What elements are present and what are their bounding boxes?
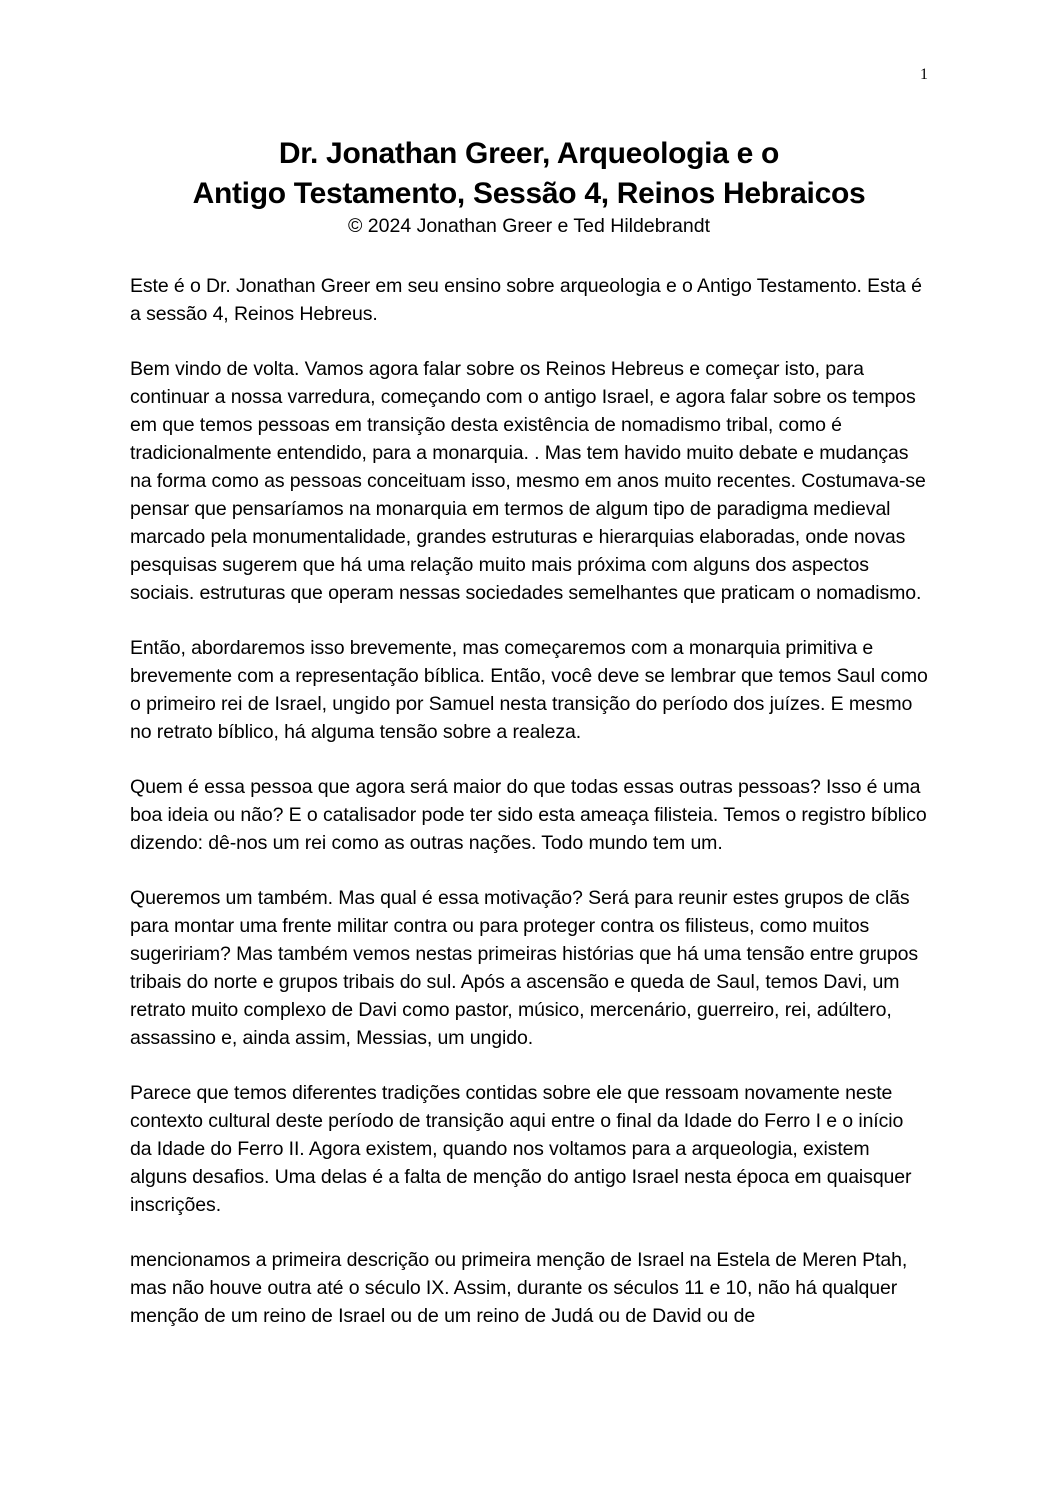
paragraph-inscriptions: mencionamos a primeira descrição ou primeira menção de Israel na Estela de Meren Ptah, mas não houve outra até o século IX. Assim, durante os séculos 11 e 10, não há qualquer menção de um reino de Israel ou de um reino de Judá ou de David ou de <box>130 1249 908 1327</box>
paragraph-traditions: Parece que temos diferentes tradições contidas sobre ele que ressoam novamente neste contexto cultural deste período de transição aqui entre o final da Idade do Ferro I e o início da Idade do Ferro II. Agora existem, quando nos voltamos para a arqueologia, existem alguns desafios. Uma delas é a falta de menção do antigo Israel nesta época em quaisquer inscrições. <box>130 1082 912 1216</box>
document-body <box>130 272 930 1357</box>
paragraph-intro: Este é o Dr. Jonathan Greer em seu ensino sobre arqueologia e o Antigo Testamento. Esta é a sessão 4, Reinos Hebreus. <box>130 275 922 325</box>
paragraph-welcome: Bem vindo de volta. Vamos agora falar sobre os Reinos Hebreus e começar isto, para continuar a nossa varredura, começando com o antigo Israel, e agora falar sobre os tempos em que temos pessoas em transição desta existência de nomadismo tribal, como é tradicionalmente entendido, para a monarquia. . Mas tem havido muito debate e mudanças na forma como as pessoas conceituam isso, mesmo em anos muito recentes. Costumava-se pensar que pensaríamos na monarquia em termos de algum tipo de paradigma medieval marcado pela monumentalidade, grandes estruturas e hierarquias elaboradas, onde novas pesquisas sugerem que há uma relação muito mais próxima com alguns dos aspectos sociais. estruturas que operam nessas sociedades semelhantes que praticam o nomadismo. <box>130 358 926 604</box>
paragraph-motivation: Queremos um também. Mas qual é essa motivação? Será para reunir estes grupos de clãs para montar uma frente militar contra ou para proteger contra os filisteus, como muitos sugeririam? Mas também vemos nestas primeiras histórias que há uma tensão entre grupos tribais do norte e grupos tribais do sul. Após a ascensão e queda de Saul, temos Davi, um retrato muito complexo de Davi como pastor, músico, mercenário, guerreiro, rei, adúltero, assassino e, ainda assim, Messias, um ungido. <box>130 887 919 1049</box>
page-number: 1 <box>920 66 928 83</box>
document-header <box>0 134 1058 240</box>
paragraph-king-question: Quem é essa pessoa que agora será maior do que todas essas outras pessoas? Isso é uma boa ideia ou não? E o catalisador pode ter sido esta ameaça filisteia. Temos o registro bíblico dizendo: dê-nos um rei como as outras nações. Todo mundo tem um. <box>130 776 927 854</box>
document-title-line-2: Antigo Testamento, Sessão 4, Reinos Hebraicos <box>192 177 866 210</box>
document-title-line-1: Dr. Jonathan Greer, Arqueologia e o <box>278 137 780 170</box>
copyright-notice: © 2024 Jonathan Greer e Ted Hildebrandt <box>348 215 710 237</box>
paragraph-monarchy: Então, abordaremos isso brevemente, mas começaremos com a monarquia primitiva e brevemente com a representação bíblica. Então, você deve se lembrar que temos Saul como o primeiro rei de Israel, ungido por Samuel nesta transição do período dos juízes. E mesmo no retrato bíblico, há alguma tensão sobre a realeza. <box>130 637 928 743</box>
